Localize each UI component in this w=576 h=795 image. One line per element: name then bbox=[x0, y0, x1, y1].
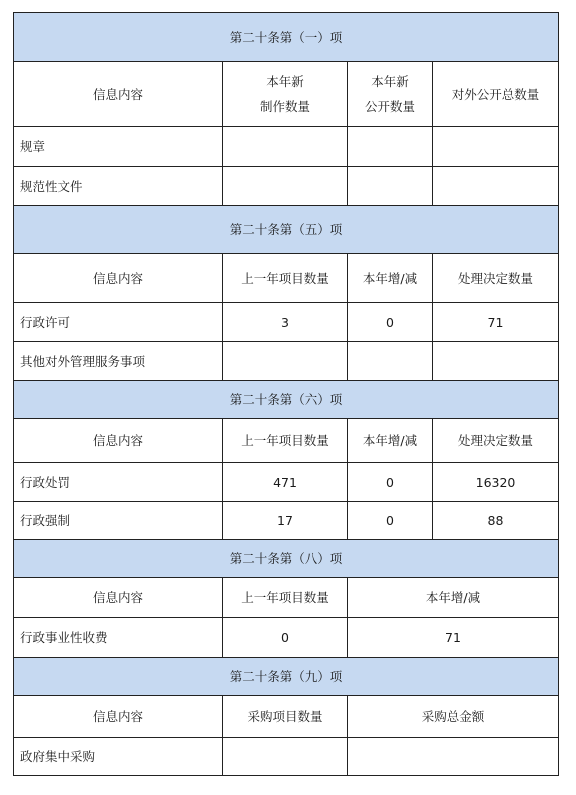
value-cell: 0 bbox=[348, 502, 433, 540]
table-row bbox=[14, 127, 559, 167]
disclosure-table bbox=[13, 12, 559, 776]
value-cell: 71 bbox=[348, 618, 559, 658]
table-row bbox=[14, 738, 559, 776]
header-cell: 信息内容 bbox=[14, 62, 223, 127]
header-cell: 本年增/减 bbox=[348, 578, 559, 618]
section-title: 第二十条第（六）项 bbox=[14, 381, 559, 419]
row-label: 行政处罚 bbox=[14, 463, 223, 502]
section-title-row bbox=[14, 13, 559, 62]
value-cell: 16320 bbox=[433, 463, 559, 502]
value-cell bbox=[433, 342, 559, 381]
table-row bbox=[14, 502, 559, 540]
section-title-row bbox=[14, 206, 559, 254]
header-cell: 信息内容 bbox=[14, 254, 223, 303]
value-cell: 471 bbox=[223, 463, 348, 502]
value-cell bbox=[223, 127, 348, 167]
value-cell bbox=[433, 127, 559, 167]
header-row bbox=[14, 696, 559, 738]
section-title: 第二十条第（八）项 bbox=[14, 540, 559, 578]
value-cell bbox=[223, 167, 348, 206]
section-title: 第二十条第（五）项 bbox=[14, 206, 559, 254]
table-row bbox=[14, 303, 559, 342]
header-cell: 上一年项目数量 bbox=[223, 419, 348, 463]
section-title: 第二十条第（一）项 bbox=[14, 13, 559, 62]
header-cell: 本年增/减 bbox=[348, 254, 433, 303]
row-label: 行政强制 bbox=[14, 502, 223, 540]
header-cell: 信息内容 bbox=[14, 696, 223, 738]
row-label: 行政事业性收费 bbox=[14, 618, 223, 658]
table-row bbox=[14, 342, 559, 381]
section-title-row bbox=[14, 658, 559, 696]
section-title: 第二十条第（九）项 bbox=[14, 658, 559, 696]
value-cell bbox=[223, 342, 348, 381]
value-cell: 3 bbox=[223, 303, 348, 342]
section-title-row bbox=[14, 381, 559, 419]
value-cell: 0 bbox=[348, 463, 433, 502]
value-cell bbox=[348, 738, 559, 776]
header-cell: 本年新 制作数量 bbox=[223, 62, 348, 127]
header-row bbox=[14, 578, 559, 618]
value-cell bbox=[223, 738, 348, 776]
header-cell: 采购总金额 bbox=[348, 696, 559, 738]
value-cell: 0 bbox=[223, 618, 348, 658]
row-label: 行政许可 bbox=[14, 303, 223, 342]
header-row bbox=[14, 62, 559, 127]
header-cell: 本年新 公开数量 bbox=[348, 62, 433, 127]
header-cell: 本年增/减 bbox=[348, 419, 433, 463]
header-cell: 上一年项目数量 bbox=[223, 254, 348, 303]
value-cell: 88 bbox=[433, 502, 559, 540]
table-row bbox=[14, 463, 559, 502]
value-cell: 0 bbox=[348, 303, 433, 342]
table-row bbox=[14, 167, 559, 206]
value-cell: 71 bbox=[433, 303, 559, 342]
value-cell bbox=[348, 342, 433, 381]
header-cell: 信息内容 bbox=[14, 419, 223, 463]
header-cell: 上一年项目数量 bbox=[223, 578, 348, 618]
header-cell: 处理决定数量 bbox=[433, 419, 559, 463]
header-cell: 采购项目数量 bbox=[223, 696, 348, 738]
row-label: 规章 bbox=[14, 127, 223, 167]
value-cell: 17 bbox=[223, 502, 348, 540]
header-cell: 信息内容 bbox=[14, 578, 223, 618]
value-cell bbox=[433, 167, 559, 206]
header-cell: 处理决定数量 bbox=[433, 254, 559, 303]
value-cell bbox=[348, 167, 433, 206]
row-label: 政府集中采购 bbox=[14, 738, 223, 776]
header-row bbox=[14, 254, 559, 303]
header-cell: 对外公开总数量 bbox=[433, 62, 559, 127]
value-cell bbox=[348, 127, 433, 167]
table-row bbox=[14, 618, 559, 658]
row-label: 规范性文件 bbox=[14, 167, 223, 206]
row-label: 其他对外管理服务事项 bbox=[14, 342, 223, 381]
header-row bbox=[14, 419, 559, 463]
section-title-row bbox=[14, 540, 559, 578]
